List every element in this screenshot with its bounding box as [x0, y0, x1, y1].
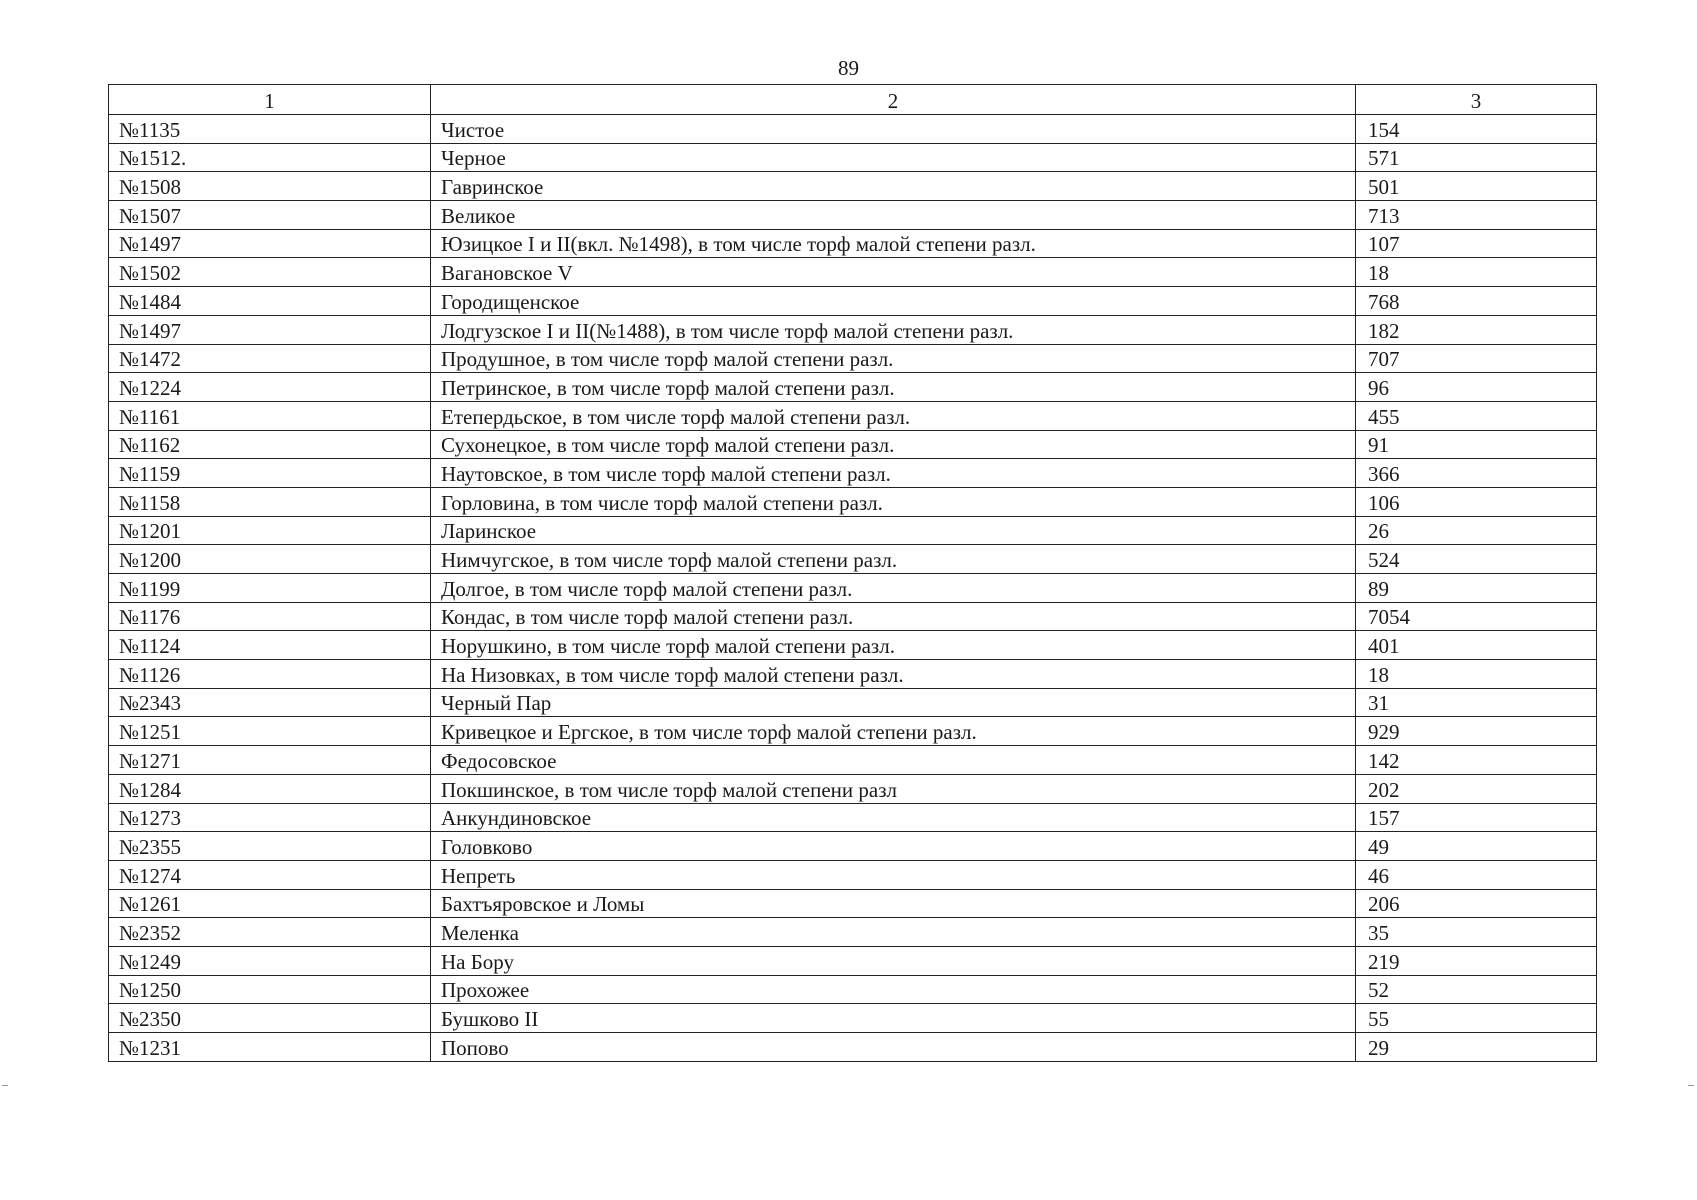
- table-row: [109, 832, 1597, 861]
- deposit-value-cell: 35: [1356, 918, 1597, 947]
- deposit-name-cell: Юзицкое I и II(вкл. №1498), в том числе торф малой степени разл.: [431, 229, 1356, 258]
- deposit-number-cell: №1512.: [109, 143, 431, 172]
- table-row: [109, 430, 1597, 459]
- deposit-value-cell: 26: [1356, 516, 1597, 545]
- table-row: [109, 258, 1597, 287]
- table-body: [109, 115, 1597, 1062]
- deposit-name-cell: Головково: [431, 832, 1356, 861]
- table-row: [109, 746, 1597, 775]
- deposit-name-cell: Бушково II: [431, 1004, 1356, 1033]
- deposit-name-cell: Сухонецкое, в том числе торф малой степени разл.: [431, 430, 1356, 459]
- deposit-value-cell: 182: [1356, 315, 1597, 344]
- deposit-name-cell: Городищенское: [431, 287, 1356, 316]
- deposit-name-cell: Горловина, в том числе торф малой степени разл.: [431, 487, 1356, 516]
- table-row: [109, 975, 1597, 1004]
- deposit-name-cell: Етепердьское, в том числе торф малой степени разл.: [431, 401, 1356, 430]
- deposit-name-cell: Великое: [431, 201, 1356, 230]
- column-header-2: 2: [431, 85, 1356, 115]
- table-row: [109, 143, 1597, 172]
- deposit-name-cell: Кондас, в том числе торф малой степени разл.: [431, 602, 1356, 631]
- deposit-name-cell: Ларинское: [431, 516, 1356, 545]
- table-row: [109, 631, 1597, 660]
- deposit-value-cell: 29: [1356, 1033, 1597, 1062]
- deposit-name-cell: Вагановское V: [431, 258, 1356, 287]
- deposit-name-cell: Анкундиновское: [431, 803, 1356, 832]
- deposit-number-cell: №2352: [109, 918, 431, 947]
- deposit-name-cell: Попово: [431, 1033, 1356, 1062]
- table-row: [109, 717, 1597, 746]
- table-row: [109, 487, 1597, 516]
- table-row: [109, 373, 1597, 402]
- deposit-value-cell: 206: [1356, 889, 1597, 918]
- deposit-number-cell: №1508: [109, 172, 431, 201]
- deposit-number-cell: №1176: [109, 602, 431, 631]
- table-row: [109, 803, 1597, 832]
- deposit-name-cell: Лодгузское I и II(№1488), в том числе торф малой степени разл.: [431, 315, 1356, 344]
- deposit-value-cell: 202: [1356, 774, 1597, 803]
- deposit-number-cell: №1162: [109, 430, 431, 459]
- deposit-number-cell: №1231: [109, 1033, 431, 1062]
- table-row: [109, 315, 1597, 344]
- deposit-name-cell: Нимчугское, в том числе торф малой степени разл.: [431, 545, 1356, 574]
- table-row: [109, 287, 1597, 316]
- deposit-name-cell: На Бору: [431, 946, 1356, 975]
- table-row: [109, 946, 1597, 975]
- table-row: [109, 344, 1597, 373]
- table-row: [109, 1033, 1597, 1062]
- deposit-value-cell: 401: [1356, 631, 1597, 660]
- deposit-name-cell: Бахтъяровское и Ломы: [431, 889, 1356, 918]
- deposit-number-cell: №1284: [109, 774, 431, 803]
- deposit-number-cell: №1201: [109, 516, 431, 545]
- deposit-number-cell: №1249: [109, 946, 431, 975]
- deposit-value-cell: 46: [1356, 860, 1597, 889]
- deposit-name-cell: Продушное, в том числе торф малой степени разл.: [431, 344, 1356, 373]
- deposit-name-cell: Норушкино, в том числе торф малой степени разл.: [431, 631, 1356, 660]
- deposit-number-cell: №1261: [109, 889, 431, 918]
- deposit-number-cell: №2343: [109, 688, 431, 717]
- table-header-row: [109, 85, 1597, 115]
- deposit-number-cell: №1199: [109, 574, 431, 603]
- deposit-value-cell: 52: [1356, 975, 1597, 1004]
- deposit-value-cell: 219: [1356, 946, 1597, 975]
- deposit-number-cell: №1158: [109, 487, 431, 516]
- deposit-number-cell: №1124: [109, 631, 431, 660]
- deposit-name-cell: Чистое: [431, 115, 1356, 144]
- deposit-name-cell: Наутовское, в том числе торф малой степени разл.: [431, 459, 1356, 488]
- deposit-number-cell: №1274: [109, 860, 431, 889]
- deposit-number-cell: №1161: [109, 401, 431, 430]
- deposit-name-cell: Черное: [431, 143, 1356, 172]
- deposit-name-cell: Федосовское: [431, 746, 1356, 775]
- deposit-number-cell: №1502: [109, 258, 431, 287]
- deposit-number-cell: №1507: [109, 201, 431, 230]
- deposit-value-cell: 142: [1356, 746, 1597, 775]
- deposit-number-cell: №1251: [109, 717, 431, 746]
- deposit-value-cell: 455: [1356, 401, 1597, 430]
- deposit-value-cell: 107: [1356, 229, 1597, 258]
- page-number: 89: [838, 56, 859, 80]
- deposit-number-cell: №1484: [109, 287, 431, 316]
- table-row: [109, 459, 1597, 488]
- table-row: [109, 860, 1597, 889]
- deposit-name-cell: Покшинское, в том числе торф малой степени разл: [431, 774, 1356, 803]
- scan-edge-mark-left: [2, 1085, 8, 1086]
- deposit-number-cell: №1273: [109, 803, 431, 832]
- deposit-value-cell: 524: [1356, 545, 1597, 574]
- deposit-value-cell: 31: [1356, 688, 1597, 717]
- table-row: [109, 201, 1597, 230]
- column-header-1: 1: [109, 85, 431, 115]
- table-row: [109, 660, 1597, 689]
- deposit-value-cell: 18: [1356, 258, 1597, 287]
- table-row: [109, 774, 1597, 803]
- deposit-value-cell: 55: [1356, 1004, 1597, 1033]
- deposit-name-cell: Черный Пар: [431, 688, 1356, 717]
- scan-edge-mark-right: [1688, 1085, 1694, 1086]
- deposit-number-cell: №1126: [109, 660, 431, 689]
- table-row: [109, 688, 1597, 717]
- deposit-number-cell: №1135: [109, 115, 431, 144]
- deposit-value-cell: 7054: [1356, 602, 1597, 631]
- deposit-name-cell: Долгое, в том числе торф малой степени разл.: [431, 574, 1356, 603]
- deposit-number-cell: №2355: [109, 832, 431, 861]
- deposit-number-cell: №1250: [109, 975, 431, 1004]
- table-row: [109, 516, 1597, 545]
- deposit-number-cell: №1271: [109, 746, 431, 775]
- table-row: [109, 602, 1597, 631]
- table-row: [109, 918, 1597, 947]
- deposit-value-cell: 96: [1356, 373, 1597, 402]
- table-row: [109, 1004, 1597, 1033]
- deposit-value-cell: 768: [1356, 287, 1597, 316]
- deposit-value-cell: 18: [1356, 660, 1597, 689]
- deposit-value-cell: 929: [1356, 717, 1597, 746]
- deposit-name-cell: Петринское, в том числе торф малой степени разл.: [431, 373, 1356, 402]
- deposit-value-cell: 707: [1356, 344, 1597, 373]
- deposit-value-cell: 89: [1356, 574, 1597, 603]
- deposit-number-cell: №1497: [109, 315, 431, 344]
- deposit-name-cell: Меленка: [431, 918, 1356, 947]
- table-row: [109, 401, 1597, 430]
- deposit-number-cell: №1472: [109, 344, 431, 373]
- deposit-number-cell: №1497: [109, 229, 431, 258]
- deposit-value-cell: 49: [1356, 832, 1597, 861]
- deposit-value-cell: 366: [1356, 459, 1597, 488]
- deposit-value-cell: 571: [1356, 143, 1597, 172]
- deposits-table: [108, 84, 1597, 1062]
- deposit-name-cell: На Низовках, в том числе торф малой степени разл.: [431, 660, 1356, 689]
- deposit-name-cell: Гавринское: [431, 172, 1356, 201]
- deposit-value-cell: 157: [1356, 803, 1597, 832]
- deposit-value-cell: 91: [1356, 430, 1597, 459]
- deposit-value-cell: 713: [1356, 201, 1597, 230]
- deposit-name-cell: Непреть: [431, 860, 1356, 889]
- deposit-number-cell: №1200: [109, 545, 431, 574]
- table-row: [109, 545, 1597, 574]
- deposit-value-cell: 154: [1356, 115, 1597, 144]
- deposit-number-cell: №1224: [109, 373, 431, 402]
- table-row: [109, 889, 1597, 918]
- table-row: [109, 229, 1597, 258]
- deposit-value-cell: 501: [1356, 172, 1597, 201]
- deposit-name-cell: Прохожее: [431, 975, 1356, 1004]
- deposit-number-cell: №1159: [109, 459, 431, 488]
- table-row: [109, 172, 1597, 201]
- deposit-number-cell: №2350: [109, 1004, 431, 1033]
- table-row: [109, 574, 1597, 603]
- deposit-value-cell: 106: [1356, 487, 1597, 516]
- deposit-name-cell: Кривецкое и Ергское, в том числе торф малой степени разл.: [431, 717, 1356, 746]
- table-row: [109, 115, 1597, 144]
- column-header-3: 3: [1356, 85, 1597, 115]
